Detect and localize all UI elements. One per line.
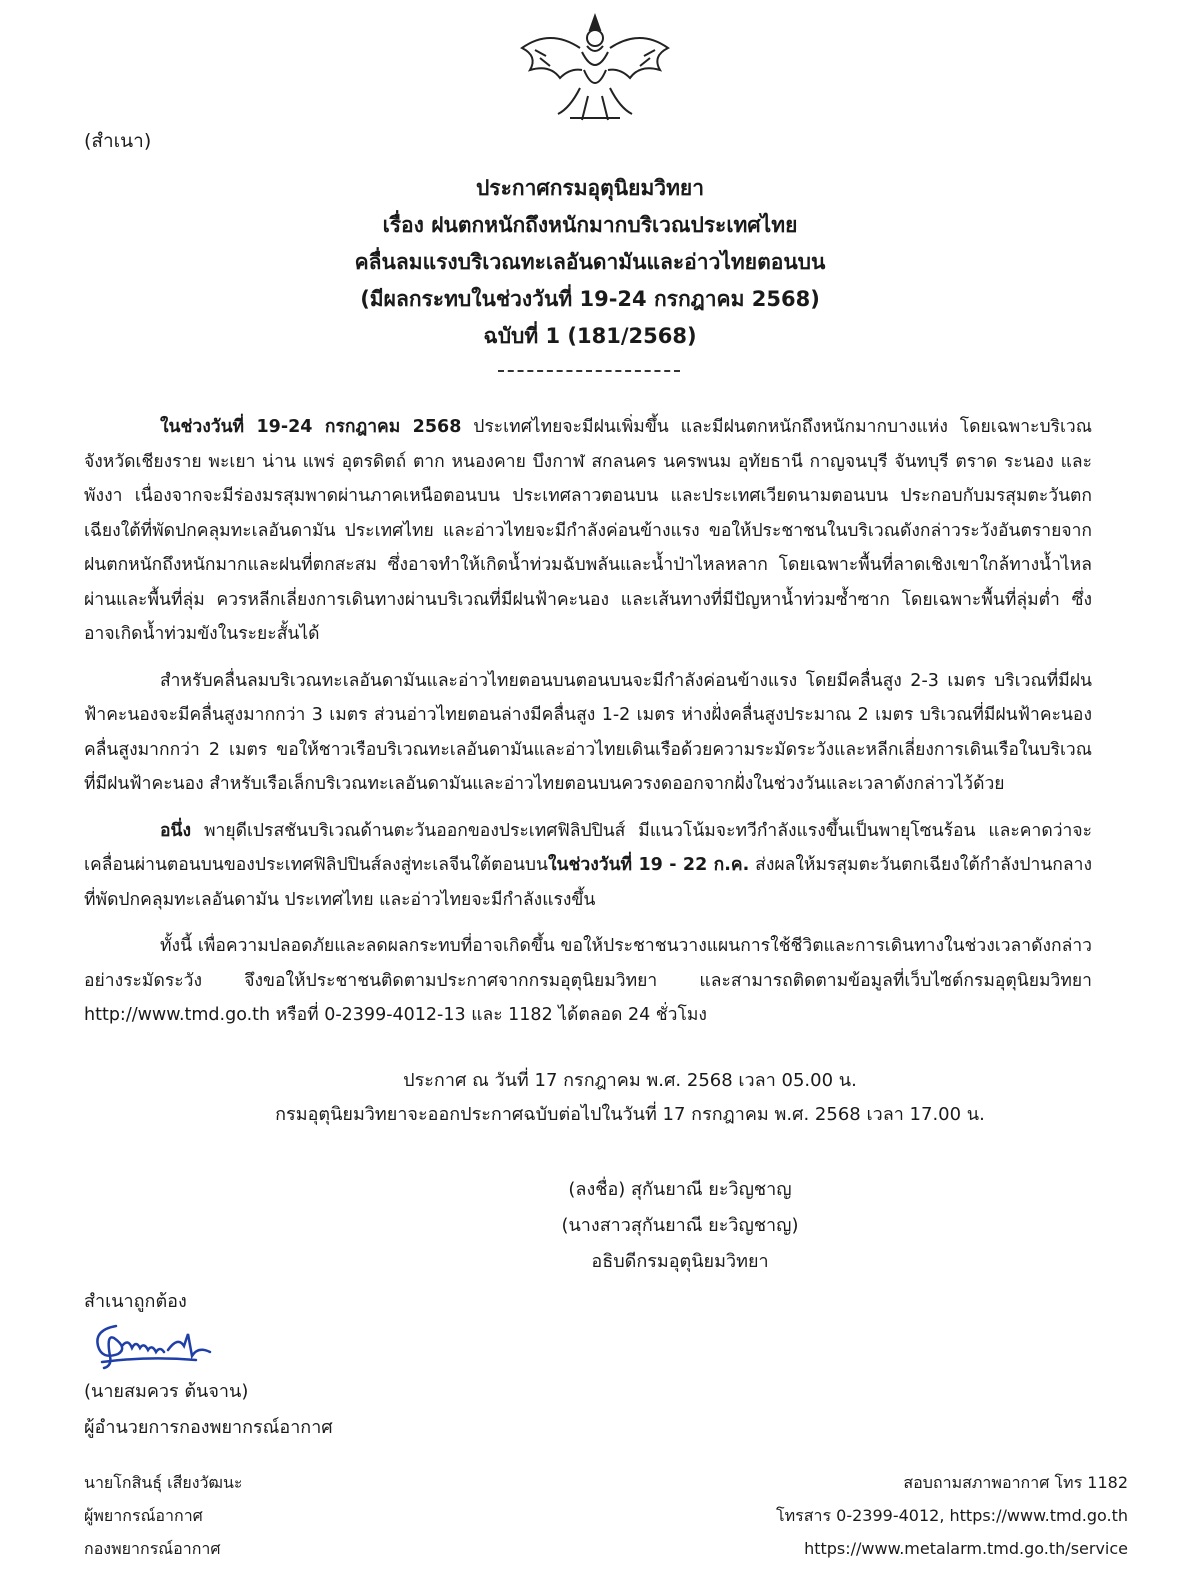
signer-position: อธิบดีกรมอุตุนิยมวิทยา [591, 1251, 769, 1272]
paragraph-3-bold-1: อนึ่ง [160, 820, 192, 841]
footer-left [84, 1466, 243, 1565]
paragraph-1-bold: ในช่วงวันที่ 19-24 กรกฎาคม 2568 [160, 417, 462, 437]
certifier-name: (นายสมควร ต้นจาน) [84, 1381, 249, 1402]
title-line-1: ประกาศกรมอุตุนิยมวิทยา [475, 176, 705, 200]
title-divider [498, 370, 680, 372]
title-line-5: ฉบับที่ 1 (181/2568) [483, 324, 697, 348]
announcement-date: ประกาศ ณ วันที่ 17 กรกฎาคม พ.ศ. 2568 เวลา 05.00 น. [403, 1070, 857, 1091]
signer-name: (นางสาวสุกันยาณี ยะวิญชาญ) [561, 1215, 799, 1236]
next-announcement: กรมอุตุนิยมวิทยาจะออกประกาศฉบับต่อไปในวันที่ 17 กรกฎาคม พ.ศ. 2568 เวลา 17.00 น. [275, 1104, 985, 1125]
title-line-2: เรื่อง ฝนตกหนักถึงหนักมากบริเวณประเทศไทย [382, 213, 798, 237]
title-line-3: คลื่นลมแรงบริเวณทะเลอันดามันและอ่าวไทยตอนบน [354, 250, 826, 274]
paragraph-3-text-2: ส่งผลให้มรสุมตะวันตกเฉียงใต้กำลังปานกลางที่พัดปกคลุมทะเลอันดามัน ประเทศไทย และอ่าวไทยจะมีกำลังแรงขึ้น [84, 855, 1092, 910]
title-line-4: (มีผลกระทบในช่วงวันที่ 19-24 กรกฎาคม 2568) [360, 287, 820, 311]
paragraph-2 [84, 664, 1092, 802]
metalarm-link[interactable]: https://www.metalarm.tmd.go.th/service [804, 1539, 1128, 1558]
forecaster-role: ผู้พยากรณ์อากาศ [84, 1506, 203, 1525]
weather-hotline: สอบถามสภาพอากาศ โทร 1182 [903, 1473, 1128, 1492]
fax-and-website: โทรสาร 0-2399-4012, https://www.tmd.go.th [776, 1506, 1128, 1525]
certified-copy-label: สำเนาถูกต้อง [84, 1291, 187, 1312]
forecaster-name: นายโกสินธุ์ เสียงวัฒนะ [84, 1473, 243, 1492]
footer-right [776, 1466, 1128, 1565]
certifier-block [84, 1374, 333, 1446]
announcement-body [84, 410, 1092, 1045]
paragraph-3 [84, 814, 1092, 918]
signed-by: (ลงชื่อ) สุกันยาณี ยะวิญชาญ [568, 1179, 792, 1200]
announcement-date-block [250, 1064, 1010, 1132]
paragraph-2-text: สำหรับคลื่นลมบริเวณทะเลอันดามันและอ่าวไทยตอนบนตอนบนจะมีกำลังค่อนข้างแรง โดยมีคลื่นสูง 2-3 เมตร บริเวณที่มีฝนฟ้าคะนองจะมีคลื่นสูงมากกว่า 3 เมตร ส่วนอ่าวไทยตอนล่างมีคลื่นสูง 1-2 เมตร ห่างฝั่งคลื่นสูงประมาณ 2 เมตร บริเวณที่มีฝนฟ้าคะนองคลื่นสูงมากกว่า 2 เมตร ขอให้ชาวเรือบริเวณทะเลอันดามันและอ่าวไทยเดินเรือด้วยความระมัดระวังและหลีกเลี่ยงการเดินเรือในบริเวณที่มีฝนฟ้าคะนอง สำหรับเรือเล็กบริเวณทะเลอันดามันและอ่าวไทยตอนบนควรงดออกจากฝั่งในช่วงวันและเวลาดังกล่าวไว้ด้วย [84, 670, 1092, 794]
copy-label: (สำเนา) [84, 130, 152, 152]
certifier-position: ผู้อำนวยการกองพยากรณ์อากาศ [84, 1417, 333, 1438]
paragraph-4 [84, 929, 1092, 1033]
signature-block [430, 1172, 930, 1280]
garuda-emblem-icon [510, 8, 680, 128]
paragraph-3-bold-2: ในช่วงวันที่ 19 - 22 ก.ค. [548, 855, 750, 875]
paragraph-3-text-1: พายุดีเปรสชันบริเวณด้านตะวันออกของประเทศฟิลิปปินส์ มีแนวโน้มจะทวีกำลังแรงขึ้นเป็นพายุโซนร้อน และคาดว่าจะเคลื่อนผ่านตอนบนของประเทศฟิลิปปินส์ลงสู่ทะเลจีนใต้ตอนบน [84, 820, 1092, 875]
handwritten-signature [88, 1316, 218, 1372]
announcement-title-block [200, 170, 980, 355]
paragraph-4-text: ทั้งนี้ เพื่อความปลอดภัยและลดผลกระทบที่อาจเกิดขึ้น ขอให้ประชาชนวางแผนการใช้ชีวิตและการเดินทางในช่วงเวลาดังกล่าวอย่างระมัดระวัง จึงขอให้ประชาชนติดตามประกาศจากกรมอุตุนิยมวิทยา และสามารถติดตามข้อมูลที่เว็บไซต์กรมอุตุนิยมวิทยา http://www.tmd.go.th หรือที่ 0-2399-4012-13 และ 1182 ได้ตลอด 24 ชั่วโมง [84, 936, 1092, 1025]
paragraph-1-text: ประเทศไทยจะมีฝนเพิ่มขึ้น และมีฝนตกหนักถึงหนักมากบางแห่ง โดยเฉพาะบริเวณจังหวัดเชียงราย พะเยา น่าน แพร่ อุตรดิตถ์ ตาก หนองคาย บึงกาฬ สกลนคร นครพนม อุทัยธานี กาญจนบุรี จันทบุรี ตราด ระนอง และพังงา เนื่องจากจะมีร่องมรสุมพาดผ่านภาคเหนือตอนบน ประเทศลาวตอนบน และประเทศเวียดนามตอนบน ประกอบกับมรสุมตะวันตกเฉียงใต้ที่พัดปกคลุมทะเลอันดามัน ประเทศไทย และอ่าวไทยจะมีกำลังค่อนข้างแรง ขอให้ประชาชนในบริเวณดังกล่าวระวังอันตรายจากฝนตกหนักถึงหนักมากและฝนที่ตกสะสม ซึ่งอาจทำให้เกิดน้ำท่วมฉับพลันและน้ำป่าไหลหลาก โดยเฉพาะพื้นที่ลาดเชิงเขาใกล้ทางน้ำไหลผ่านและพื้นที่ลุ่ม ควรหลีกเลี่ยงการเดินทางผ่านบริเวณที่มีฝนฟ้าคะนอง และเส้นทางที่มีปัญหาน้ำท่วมซ้ำซาก โดยเฉพาะพื้นที่ลุ่มต่ำ ซึ่งอาจเกิดน้ำท่วมขังในระยะสั้นได้ [84, 417, 1092, 644]
forecaster-division: กองพยากรณ์อากาศ [84, 1539, 221, 1558]
paragraph-1 [84, 410, 1092, 652]
